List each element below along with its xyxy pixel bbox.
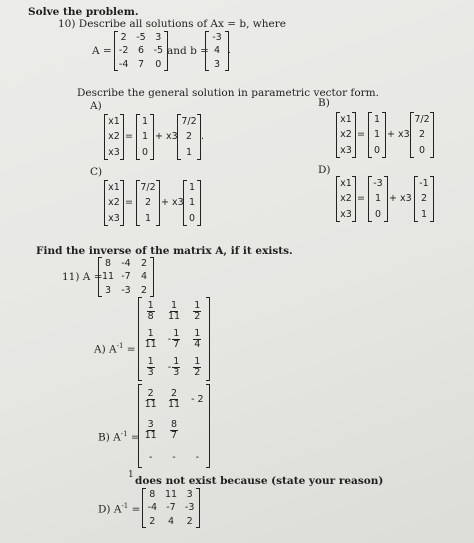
matrix-cell: 8 — [149, 489, 156, 501]
matrix-cell: 2 — [149, 515, 156, 527]
matrix-cell: x1 — [340, 178, 352, 190]
matrix-cell: -4 — [147, 502, 158, 514]
matrix-cell: 2 — [185, 131, 193, 143]
problem-10-subprompt: Describe the general solution in parametric vector form. — [77, 87, 379, 99]
matrix-cell: 2 — [144, 197, 152, 209]
matrix-cell: 11 — [101, 271, 115, 283]
equals-sign: = — [357, 193, 365, 204]
problem-10-prompt: 10) Describe all solutions of Ax = b, where — [58, 18, 286, 30]
matrix-cell: 7/2 — [181, 116, 197, 128]
option-a-coefficient: + x3 — [155, 131, 178, 142]
matrix-cell: 1 — [185, 146, 193, 158]
option-a-label-text: A) A — [94, 343, 117, 356]
matrix-cell: 4 — [213, 45, 221, 57]
matrix-cell — [145, 420, 157, 441]
fraction — [147, 301, 155, 322]
numerator: 1 — [147, 355, 154, 367]
period: . — [201, 131, 205, 142]
period: . — [228, 46, 231, 56]
fraction — [145, 329, 157, 350]
option-d-vector-1 — [368, 176, 388, 222]
matrix-cell: 0 — [418, 144, 426, 156]
matrix-cell: x3 — [340, 144, 352, 156]
matrix-cell: -1 — [419, 178, 429, 190]
option-c-text[interactable]: does not exist because (state your reason) — [135, 475, 384, 487]
inverse-heading: Find the inverse of the matrix A, if it exists. — [36, 245, 293, 257]
matrix-cell: 2 — [418, 129, 426, 141]
option-d-label-text: D) A — [98, 503, 122, 516]
matrix-cell: -5 — [136, 32, 146, 44]
option-c-coefficient: + x3 — [161, 197, 184, 208]
matrix-cell: 1 — [141, 131, 149, 143]
denominator: 11 — [144, 338, 157, 350]
denominator: 3 — [173, 366, 180, 378]
vector-b — [205, 31, 229, 71]
numerator: 3 — [147, 419, 154, 431]
option-c-vector-1 — [136, 180, 160, 226]
numerator: 1 — [147, 299, 154, 311]
option-c-number: 1 — [128, 470, 134, 480]
matrix-cell: 0 — [374, 208, 382, 220]
denominator: 7 — [170, 430, 178, 442]
equals-sign: = — [131, 503, 141, 516]
matrix-cell: 3 — [186, 489, 193, 501]
matrix-cell — [149, 452, 152, 463]
numerator: 2 — [147, 388, 154, 400]
denominator: 2 — [194, 310, 201, 322]
matrix-cell: 2 — [186, 515, 193, 527]
equals-sign: = — [126, 343, 136, 356]
matrix-cell: -5 — [153, 45, 164, 57]
matrix-cell — [147, 357, 155, 378]
fraction — [172, 357, 180, 378]
minus-sign: - — [167, 333, 172, 345]
fraction — [172, 329, 180, 350]
matrix-cell — [193, 329, 201, 350]
cell-text: - — [148, 451, 153, 463]
matrix-cell: 1 — [373, 114, 381, 126]
option-d-inverse-matrix — [142, 488, 200, 528]
cell-text: - — [172, 451, 176, 463]
equals-sign: = — [357, 129, 365, 140]
matrix-cell: 1 — [188, 182, 196, 194]
matrix-cell: 4 — [140, 271, 148, 283]
matrix-cell: -4 — [118, 58, 129, 70]
matrix-cell: 11 — [164, 489, 178, 501]
matrix-cell — [145, 389, 157, 410]
option-b-vector-1 — [368, 112, 386, 158]
matrix-cell: 0 — [373, 144, 381, 156]
matrix-cell: x3 — [108, 146, 120, 158]
matrix-cell: -2 — [118, 45, 129, 57]
fraction — [147, 357, 155, 378]
option-a-inverse-label[interactable] — [94, 340, 136, 356]
matrix-cell — [172, 452, 175, 463]
option-b-inverse-label[interactable] — [98, 428, 140, 444]
option-a-vector-1 — [136, 114, 154, 160]
matrix-cell: 2 — [140, 284, 148, 296]
equals-sign: = — [130, 431, 140, 444]
option-d-x-vector — [336, 176, 356, 222]
option-a-label[interactable]: A) — [90, 100, 102, 112]
denominator: 3 — [147, 366, 154, 378]
matrix-cell: x3 — [340, 208, 352, 220]
matrix-cell: 1 — [373, 129, 381, 141]
fraction — [145, 389, 157, 410]
denominator: 11 — [144, 399, 157, 411]
matrix-cell: 8 — [104, 258, 112, 270]
matrix-cell: 1 — [144, 212, 152, 224]
fraction — [193, 329, 201, 350]
denominator: 11 — [144, 430, 157, 442]
matrix-cell: x1 — [340, 114, 352, 126]
matrix-cell — [168, 357, 180, 378]
matrix-cell: 7/2 — [140, 182, 156, 194]
matrix-cell: 1 — [420, 208, 428, 220]
option-b-label-text: B) A — [98, 431, 121, 444]
option-b-inverse-matrix — [138, 384, 210, 468]
matrix-cell: -3 — [373, 178, 383, 190]
matrix-cell: 0 — [188, 212, 196, 224]
matrix-cell: x2 — [340, 193, 352, 205]
numerator: 8 — [170, 419, 178, 431]
matrix-cell: 6 — [137, 45, 145, 57]
option-b-coefficient: + x3 — [387, 129, 410, 140]
matrix-cell: x2 — [108, 131, 120, 143]
numerator: 1 — [194, 299, 201, 311]
matrix-cell: x3 — [108, 212, 120, 224]
fraction — [168, 389, 180, 410]
option-d-inverse-label[interactable] — [98, 500, 140, 516]
matrix-cell: -7 — [121, 271, 131, 283]
option-d-vector-2 — [414, 176, 434, 222]
inverse-superscript: -1 — [121, 502, 129, 510]
equals-sign: = — [125, 131, 133, 142]
denominator: 11 — [167, 399, 181, 411]
matrix-cell: 7/2 — [414, 114, 430, 126]
matrix-cell: 3 — [213, 58, 221, 70]
numerator: 1 — [173, 355, 180, 367]
matrix-cell: x1 — [108, 116, 120, 128]
denominator: 4 — [194, 338, 201, 350]
matrix-cell — [168, 389, 180, 410]
fraction — [168, 301, 180, 322]
matrix-cell: 3 — [155, 32, 162, 44]
denominator: 2 — [194, 366, 201, 378]
matrix-cell: 4 — [167, 515, 175, 527]
matrix-cell — [168, 301, 180, 322]
matrix-a-label: A = — [92, 45, 112, 57]
matrix-cell: x2 — [340, 129, 352, 141]
matrix-cell: x1 — [108, 182, 120, 194]
denominator: 8 — [147, 310, 154, 322]
matrix-cell — [193, 301, 201, 322]
option-d-label[interactable]: D) — [318, 164, 331, 176]
fraction — [193, 357, 201, 378]
matrix-cell: 7 — [137, 58, 145, 70]
matrix-cell: 3 — [104, 284, 112, 296]
numerator: 1 — [170, 299, 177, 311]
numerator: 1 — [147, 327, 154, 339]
option-b-vector-2 — [410, 112, 434, 158]
option-b-label[interactable]: B) — [318, 97, 330, 109]
option-c-label[interactable]: C) — [90, 166, 103, 178]
option-a-inverse-matrix — [138, 297, 210, 381]
matrix-a — [114, 31, 168, 71]
inverse-superscript: -1 — [120, 430, 128, 438]
matrix-cell — [191, 394, 204, 405]
numerator: 1 — [194, 355, 201, 367]
matrix-cell: -4 — [121, 258, 131, 270]
option-a-x-vector — [104, 114, 124, 160]
and-b-label: and b = — [167, 45, 209, 57]
matrix-cell: 1 — [188, 197, 196, 209]
fraction — [170, 420, 178, 441]
fraction — [193, 301, 201, 322]
matrix-cell: 2 — [120, 32, 127, 44]
option-a-vector-2 — [177, 114, 201, 160]
numerator: 2 — [170, 388, 177, 400]
matrix-cell — [147, 301, 155, 322]
matrix-cell: -3 — [212, 32, 222, 44]
matrix-cell — [196, 452, 199, 463]
matrix-cell: -3 — [121, 284, 131, 296]
matrix-cell: 2 — [420, 193, 428, 205]
matrix-cell: x2 — [108, 197, 120, 209]
matrix-cell — [170, 420, 178, 441]
option-d-coefficient: + x3 — [389, 193, 412, 204]
fraction — [145, 420, 157, 441]
matrix-cell — [193, 357, 201, 378]
denominator: 11 — [167, 310, 181, 322]
numerator: 1 — [194, 327, 201, 339]
matrix-cell: 0 — [141, 146, 149, 158]
matrix-a-11 — [98, 257, 154, 297]
matrix-cell: 2 — [140, 258, 148, 270]
matrix-cell: 0 — [155, 58, 162, 70]
inverse-superscript: -1 — [116, 342, 124, 350]
option-c-vector-2 — [183, 180, 201, 226]
problem-11-label: 11) A = — [62, 271, 103, 283]
matrix-cell — [168, 329, 180, 350]
cell-text: - — [195, 451, 200, 463]
matrix-cell: 1 — [141, 116, 149, 128]
denominator: 7 — [173, 338, 180, 350]
option-b-x-vector — [336, 112, 356, 158]
numerator: 1 — [173, 327, 180, 339]
section-heading: Solve the problem. — [28, 6, 139, 18]
matrix-cell: -7 — [166, 502, 176, 514]
matrix-cell: -3 — [184, 502, 195, 514]
minus-sign: - — [167, 361, 172, 373]
cell-text: - 2 — [191, 394, 204, 406]
matrix-cell: 1 — [374, 193, 382, 205]
equals-sign: = — [125, 197, 133, 208]
option-c-x-vector — [104, 180, 124, 226]
matrix-cell — [145, 329, 157, 350]
